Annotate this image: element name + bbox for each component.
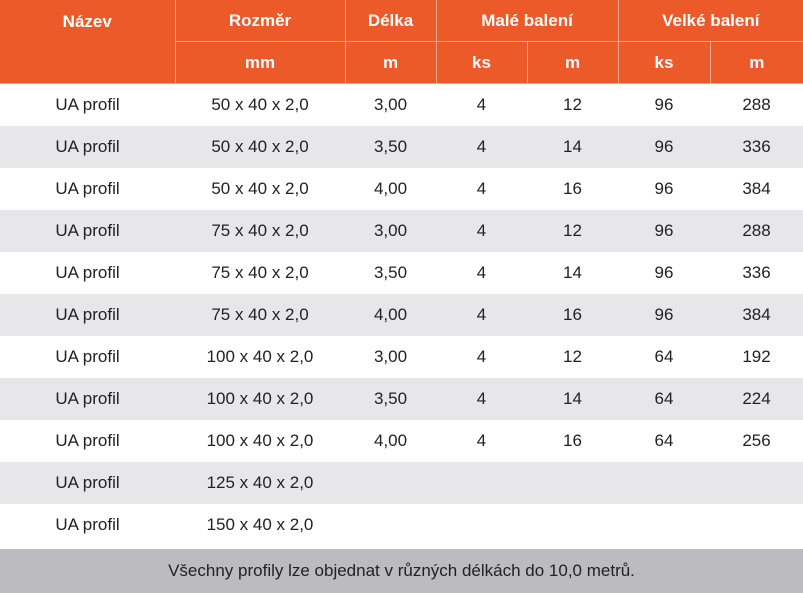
cell-big-ks [618,462,710,504]
cell-name: UA profil [0,126,175,168]
cell-small-ks: 4 [436,378,527,420]
cell-name: UA profil [0,378,175,420]
cell-name: UA profil [0,462,175,504]
cell-name: UA profil [0,210,175,252]
cell-name: UA profil [0,252,175,294]
cell-big-ks: 96 [618,168,710,210]
cell-length: 3,00 [345,336,436,378]
cell-big-ks: 96 [618,294,710,336]
cell-size: 75 x 40 x 2,0 [175,252,345,294]
header-rozmer-unit: mm [175,42,345,84]
table-body [0,84,803,547]
cell-small-ks [436,504,527,546]
cell-name: UA profil [0,504,175,546]
cell-big-m: 384 [710,168,803,210]
header-velke-ks: ks [618,42,710,84]
cell-size: 50 x 40 x 2,0 [175,168,345,210]
cell-size: 50 x 40 x 2,0 [175,126,345,168]
cell-small-ks: 4 [436,84,527,127]
table-row [0,210,803,252]
cell-big-m: 336 [710,252,803,294]
cell-big-ks: 96 [618,126,710,168]
cell-small-m: 14 [527,126,618,168]
cell-size: 125 x 40 x 2,0 [175,462,345,504]
header-nazev: Název [0,0,175,84]
cell-small-ks: 4 [436,420,527,462]
cell-small-ks: 4 [436,294,527,336]
cell-size: 75 x 40 x 2,0 [175,210,345,252]
cell-length: 3,50 [345,378,436,420]
cell-length [345,462,436,504]
cell-size: 100 x 40 x 2,0 [175,420,345,462]
cell-size: 150 x 40 x 2,0 [175,504,345,546]
header-rozmer: Rozměr [175,0,345,42]
cell-big-ks: 64 [618,378,710,420]
cell-big-ks: 64 [618,420,710,462]
header-male-ks: ks [436,42,527,84]
cell-length: 4,00 [345,294,436,336]
table-row [0,126,803,168]
cell-big-m: 192 [710,336,803,378]
cell-small-ks: 4 [436,336,527,378]
cell-size: 100 x 40 x 2,0 [175,378,345,420]
table-row [0,168,803,210]
cell-size: 100 x 40 x 2,0 [175,336,345,378]
cell-small-m [527,504,618,546]
cell-small-m: 16 [527,420,618,462]
cell-length: 3,00 [345,84,436,127]
table-row [0,336,803,378]
cell-small-ks: 4 [436,252,527,294]
cell-big-m: 224 [710,378,803,420]
header-male-baleni: Malé balení [436,0,618,42]
header-velke-m: m [710,42,803,84]
cell-big-ks: 96 [618,210,710,252]
table-row [0,378,803,420]
cell-name: UA profil [0,84,175,127]
cell-length [345,504,436,546]
cell-big-m: 384 [710,294,803,336]
cell-name: UA profil [0,336,175,378]
cell-big-m [710,504,803,546]
table-row [0,252,803,294]
cell-length: 3,50 [345,252,436,294]
cell-small-ks: 4 [436,126,527,168]
cell-big-ks: 96 [618,84,710,127]
table-row [0,504,803,546]
table-row [0,84,803,127]
cell-small-m [527,462,618,504]
cell-big-ks: 64 [618,336,710,378]
cell-name: UA profil [0,420,175,462]
cell-big-m [710,462,803,504]
table-row [0,420,803,462]
cell-name: UA profil [0,168,175,210]
header-delka: Délka [345,0,436,42]
header-delka-unit: m [345,42,436,84]
table-row [0,462,803,504]
cell-big-ks [618,504,710,546]
cell-small-ks: 4 [436,168,527,210]
cell-small-m: 12 [527,210,618,252]
cell-big-m: 336 [710,126,803,168]
cell-length: 4,00 [345,168,436,210]
cell-big-m: 288 [710,84,803,127]
cell-big-ks: 96 [618,252,710,294]
cell-big-m: 288 [710,210,803,252]
cell-name: UA profil [0,294,175,336]
cell-length: 3,00 [345,210,436,252]
footer-note: Všechny profily lze objednat v různých délkách do 10,0 metrů. [0,549,803,593]
cell-size: 50 x 40 x 2,0 [175,84,345,127]
table-header [0,0,803,84]
cell-small-ks [436,462,527,504]
cell-small-m: 14 [527,378,618,420]
cell-size: 75 x 40 x 2,0 [175,294,345,336]
cell-small-m: 16 [527,294,618,336]
cell-big-m: 256 [710,420,803,462]
header-male-m: m [527,42,618,84]
cell-small-ks: 4 [436,210,527,252]
cell-small-m: 16 [527,168,618,210]
cell-small-m: 14 [527,252,618,294]
table-row [0,294,803,336]
cell-length: 3,50 [345,126,436,168]
cell-length: 4,00 [345,420,436,462]
cell-small-m: 12 [527,84,618,127]
header-velke-baleni: Velké balení [618,0,803,42]
cell-small-m: 12 [527,336,618,378]
